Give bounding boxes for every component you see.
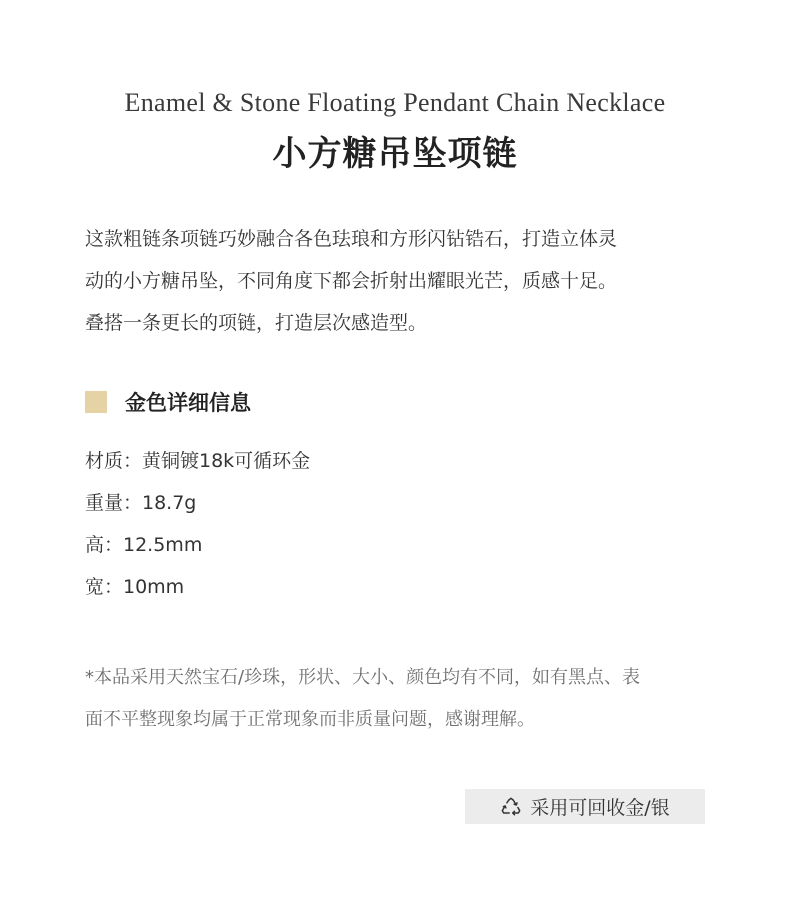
description-line: 动的小方糖吊坠，不同角度下都会折射出耀眼光芒，质感十足。 [85,270,618,292]
badge-label: 采用可回收金/银 [530,797,670,819]
note-line: *本品采用天然宝石/珍珠，形状、大小、颜色均有不同，如有黑点、表 [85,667,641,688]
recycled-material-badge [465,789,705,824]
product-title-cn: 小方糖吊坠项链 [272,134,518,174]
spec-height: 高：12.5mm [85,534,203,556]
gold-color-swatch [85,391,107,413]
spec-material: 材质：黄铜镀18k可循环金 [85,450,311,472]
spec-width: 宽：10mm [85,576,185,598]
details-section-header [85,386,251,418]
description-line: 这款粗链条项链巧妙融合各色珐琅和方形闪钻锆石，打造立体灵 [85,228,618,250]
recycle-icon [500,796,522,818]
spec-list [85,440,310,608]
description-line: 叠搭一条更长的项链，打造层次感造型。 [85,312,428,334]
spec-weight: 重量：18.7g [85,492,197,514]
product-title-en: Enamel & Stone Floating Pendant Chain Necklace [124,88,666,117]
product-description [85,218,710,344]
disclaimer-note [85,657,705,741]
note-line: 面不平整现象均属于正常现象而非质量问题，感谢理解。 [85,709,535,730]
details-heading: 金色详细信息 [125,391,251,415]
